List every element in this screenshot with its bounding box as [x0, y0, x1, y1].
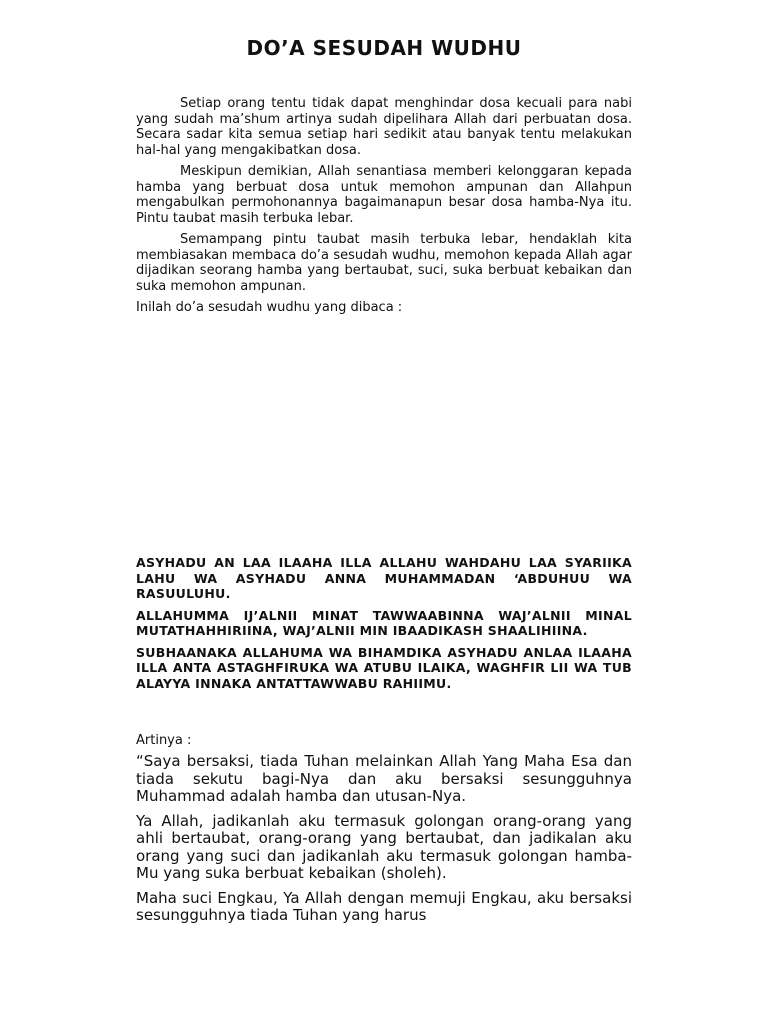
- meaning-section: [136, 733, 632, 932]
- blank-image-area: [136, 340, 632, 540]
- intro-paragraph-3: Semampang pintu taubat masih terbuka lebar, hendaklah kita membiasakan membaca do’a sesudah wudhu, memohon kepada Allah agar dijadikan seorang hamba yang bertaubat, suci, suka berbuat kebaikan dan suka memohon ampunan.: [136, 232, 632, 294]
- doa-paragraph-1: ASYHADU AN LAA ILAAHA ILLA ALLAHU WAHDAHU LAA SYARIIKA LAHU WA ASYHADU ANNA MUHAMMADAN ‘ABDUHUU WA RASUULUHU.: [136, 555, 632, 601]
- doa-paragraph-3: SUBHAANAKA ALLAHUMA WA BIHAMDIKA ASYHADU ANLAA ILAAHA ILLA ANTA ASTAGHFIRUKA WA ATUBU ILAIKA, WAGHFIR LII WA TUB ALAYYA INNAKA ANTATTAWWABU RAHIIMU.: [136, 644, 632, 691]
- meaning-label: Artinya :: [136, 733, 192, 748]
- meaning-paragraph-1: “Saya bersaksi, tiada Tuhan melainkan Allah Yang Maha Esa dan tiada sekutu bagi-Nya dan aku bersaksi sesungguhnya Muhammad adalah hamba dan utusan-Nya.: [136, 752, 632, 805]
- page-title: DO’A SESUDAH WUDHU: [246, 36, 522, 60]
- doa-paragraph-2: ALLAHUMMA IJ’ALNII MINAT TAWWAABINNA WAJ’ALNII MINAL MUTATHAHHIRIINA, WAJ’ALNII MIN IBAADIKASH SHAALIHIINA.: [136, 607, 632, 638]
- intro-paragraph-4: Inilah do’a sesudah wudhu yang dibaca :: [136, 300, 403, 315]
- intro-paragraph-2: Meskipun demikian, Allah senantiasa memberi kelonggaran kepada hamba yang berbuat dosa untuk memohon ampunan dan Allahpun mengabulkan permohonannya bagaimanapun besar dosa hamba-Nya itu. Pintu taubat masih terbuka lebar.: [136, 164, 632, 226]
- meaning-paragraph-3: Maha suci Engkau, Ya Allah dengan memuji Engkau, aku bersaksi sesungguhnya tiada Tuhan yang harus: [136, 888, 632, 924]
- intro-paragraph-1: Setiap orang tentu tidak dapat menghindar dosa kecuali para nabi yang sudah ma’shum artinya sudah dipelihara Allah dari perbuatan dosa. Secara sadar kita semua setiap hari sedikit atau banyak tentu melakukan hal-hal yang mengakibatkan dosa.: [136, 96, 632, 158]
- intro-section: [136, 96, 632, 322]
- meaning-paragraph-2: Ya Allah, jadikanlah aku termasuk golongan orang-orang yang ahli bertaubat, orang-orang yang bertaubat, dan jadikalan aku orang yang suci dan jadikanlah aku termasuk golongan hamba-Mu yang suka berbuat kebaikan (sholeh).: [136, 811, 632, 882]
- doa-section: [136, 555, 632, 697]
